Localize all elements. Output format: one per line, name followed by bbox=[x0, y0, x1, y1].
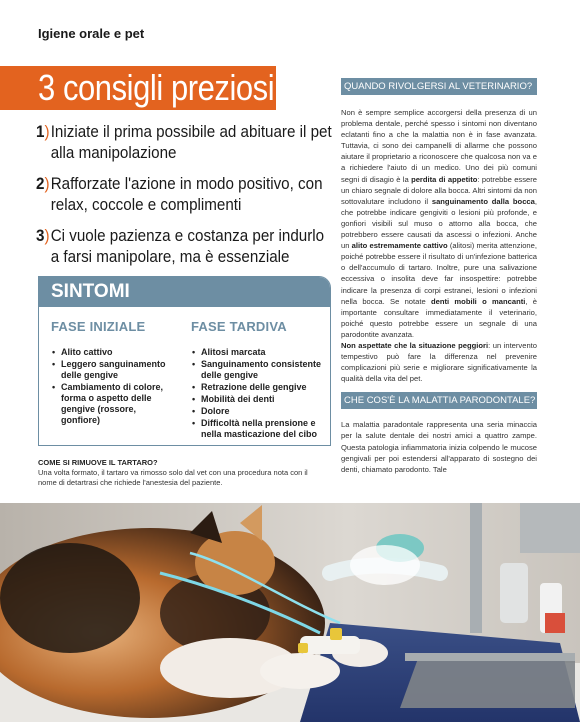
list-item: • Sanguinamento consistente delle gengive bbox=[201, 359, 333, 381]
initial-phase-list bbox=[51, 347, 176, 427]
bold-phrase: denti mobili o mancanti bbox=[431, 296, 526, 306]
cat-under-anesthesia-photo bbox=[0, 503, 580, 722]
tip-text: Rafforzate l'azione in modo positivo, con relax, coccole e complimenti bbox=[50, 175, 323, 214]
list-item: • Mobilità dei denti bbox=[201, 394, 333, 405]
vet-paragraph: Non è sempre semplice accorgersi della presenza di un problema dentale, perché spesso i sintomi non diventano eclatanti fino a che la malattia non è in fase avanzata. Tuttavia, ci sono dei campanelli di allarme che possono aiutare il proprietario a riconoscere che qualcosa non va e a richiedere l'aiuto di un medico. Uno dei più comuni segni di disagio è la perdita di appetito: potrebbe essere un chiaro segnale di dolore alla bocca. Altri sintomi da non sottovalutare includono il sanguinamento dalla bocca, che potrebbe indicare gengiviti o lesioni più profonde, e gonfiori visibili sul muso o attorno alla bocca, che potrebbero essere causati da ascessi o infezioni. Anche un alito estremamente cattivo (alitosi) merita attenzione, poiché potrebbe essere il risultato di un'infezione batterica o dell'accumulo di tartaro. Inoltre, pure una salivazione eccessiva o insolita deve far insospettire: potrebbe indicare la presenza di corpi estranei, lesioni o infezioni nella bocca. Se notate denti mobili o mancanti, è importante consultare immediatamente il veterinario, poiché questo potrebbe essere un segnale di una parodontite avanzata. bbox=[341, 108, 537, 339]
periodontal-heading: CHE COS'È LA MALATTIA PARODONTALE? bbox=[341, 392, 537, 409]
vet-heading: QUANDO RIVOLGERSI AL VETERINARIO? bbox=[341, 78, 537, 95]
tip-paren: ) bbox=[44, 227, 50, 245]
list-item: • Difficoltà nella prensione e nella masticazione del cibo bbox=[201, 418, 333, 440]
tip-number: 2 bbox=[36, 175, 45, 193]
tip-number: 1 bbox=[36, 123, 45, 141]
page-title: 3 consigli preziosi bbox=[38, 67, 275, 108]
section-label: Igiene orale e pet bbox=[38, 26, 145, 41]
bold-phrase: Non aspettate che la situazione peggiori bbox=[341, 340, 489, 350]
tartar-note bbox=[38, 458, 328, 488]
list-item: • Leggero sanguinamento delle gengive bbox=[61, 359, 176, 381]
list-item: • Cambiamento di colore, forma o aspetto delle gengive (rossore, gonfiore) bbox=[61, 382, 176, 426]
list-item: • Dolore bbox=[201, 406, 333, 417]
tips-list bbox=[36, 122, 332, 278]
tip-paren: ) bbox=[44, 175, 50, 193]
tip-number: 3 bbox=[36, 227, 45, 245]
late-phase-list bbox=[191, 347, 333, 441]
vet-paragraph-2: Non aspettate che la situazione peggiori: un intervento tempestivo può fare la differenza nel prevenire complicazioni più serie e migliorare significativamente la qualità della vita del pet. bbox=[341, 340, 538, 384]
initial-phase-title: FASE INIZIALE bbox=[51, 319, 146, 334]
symptoms-box bbox=[38, 276, 331, 446]
periodontal-paragraph: La malattia paradontale rappresenta una seria minaccia per la salute dentale dei nostri amici a quattro zampe. Questa patologia infiammatoria inizia colpendo le mucose gengivali per poi estendersi all'apparato di sostegno dei denti, chiamato parodonto. Tale bbox=[341, 420, 537, 474]
list-item: • Alito cattivo bbox=[61, 347, 176, 358]
tartar-answer: Una volta formato, il tartaro va rimosso solo dal vet con una procedura nota con il nome di detartrasi che richiede l'anestesia del paziente. bbox=[38, 468, 308, 487]
list-item: • Retrazione delle gengive bbox=[201, 382, 333, 393]
photo-illustration bbox=[0, 503, 580, 722]
bold-phrase: sanguinamento dalla bocca bbox=[431, 196, 535, 206]
tip-text: Ci vuole pazienza e costanza per indurlo a farsi manipolare, ma è essenziale bbox=[50, 227, 325, 266]
right-column bbox=[341, 78, 537, 475]
tip-text: Iniziate il prima possibile ad abituare il pet alla manipolazione bbox=[50, 123, 332, 162]
tip-item-1 bbox=[36, 122, 336, 164]
late-phase-title: FASE TARDIVA bbox=[191, 319, 287, 334]
list-item: • Alitosi marcata bbox=[201, 347, 333, 358]
symptoms-title: SINTOMI bbox=[39, 277, 330, 307]
tartar-question: COME SI RIMUOVE IL TARTARO? bbox=[38, 458, 158, 467]
bold-phrase: perdita di appetito bbox=[411, 174, 478, 184]
tip-item-2 bbox=[36, 174, 336, 216]
tip-item-3 bbox=[36, 226, 336, 268]
tip-paren: ) bbox=[44, 123, 50, 141]
bold-phrase: alito estremamente cattivo bbox=[351, 241, 448, 251]
